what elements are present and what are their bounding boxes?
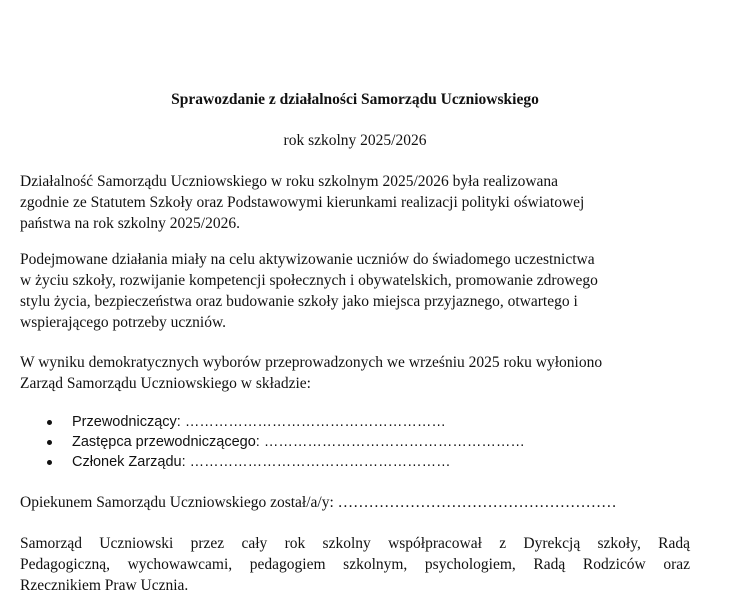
paragraph-elections	[20, 352, 690, 394]
guardian-line: Opiekunem Samorządu Uczniowskiego został/a/y: ………………………………………………	[20, 494, 617, 511]
paragraph-line: Podejmowane działania miały na celu aktywizowanie uczniów do świadomego uczestnictwa	[20, 251, 595, 268]
document-title: Sprawozdanie z działalności Samorządu Uczniowskiego	[171, 91, 539, 108]
paragraph-activity-basis	[20, 171, 690, 234]
list-item	[20, 432, 690, 452]
board-member-vice-president: Zastępca przewodniczącego: ………………………………………………	[72, 434, 525, 450]
paragraph-line: Zarząd Samorządu Uczniowskiego w składzie:	[20, 375, 311, 392]
paragraph-line: Samorząd Uczniowski przez cały rok szkolny współpracował z Dyrekcją szkoły, Radą	[20, 535, 690, 552]
list-item	[20, 452, 690, 472]
paragraph-line: państwa na rok szkolny 2025/2026.	[20, 215, 240, 232]
paragraph-line: Rzecznikiem Praw Ucznia.	[20, 577, 189, 594]
paragraph-line: w życiu szkoły, rozwijanie kompetencji społecznych i obywatelskich, promowanie zdrowego	[20, 272, 598, 289]
paragraph-line: W wyniku demokratycznych wyborów przeprowadzonych we wrześniu 2025 roku wyłoniono	[20, 354, 603, 371]
paragraph-line: zgodnie ze Statutem Szkoły oraz Podstawowymi kierunkami realizacji polityki oświatowej	[20, 194, 585, 211]
bullet-icon	[47, 440, 52, 445]
board-member-president: Przewodniczący: ………………………………………………	[72, 414, 446, 430]
paragraph-line: Pedagogiczną, wychowawcami, pedagogiem szkolnym, psychologiem, Radą Rodziców oraz	[20, 556, 690, 573]
paragraph-line: Działalność Samorządu Uczniowskiego w roku szkolnym 2025/2026 była realizowana	[20, 173, 559, 190]
document-subtitle: rok szkolny 2025/2026	[283, 132, 427, 149]
board-member-member: Członek Zarządu: ………………………………………………	[72, 454, 451, 470]
paragraph-line: stylu życia, bezpieczeństwa oraz budowanie szkoły jako miejsca przyjaznego, otwartego i	[20, 293, 578, 310]
bullet-icon	[47, 460, 52, 465]
board-members-list	[20, 412, 690, 472]
paragraph-cooperation	[20, 533, 690, 596]
list-item	[20, 412, 690, 432]
paragraph-activity-goals	[20, 249, 690, 333]
bullet-icon	[47, 420, 52, 425]
paragraph-line: wspierającego potrzeby uczniów.	[20, 314, 227, 331]
